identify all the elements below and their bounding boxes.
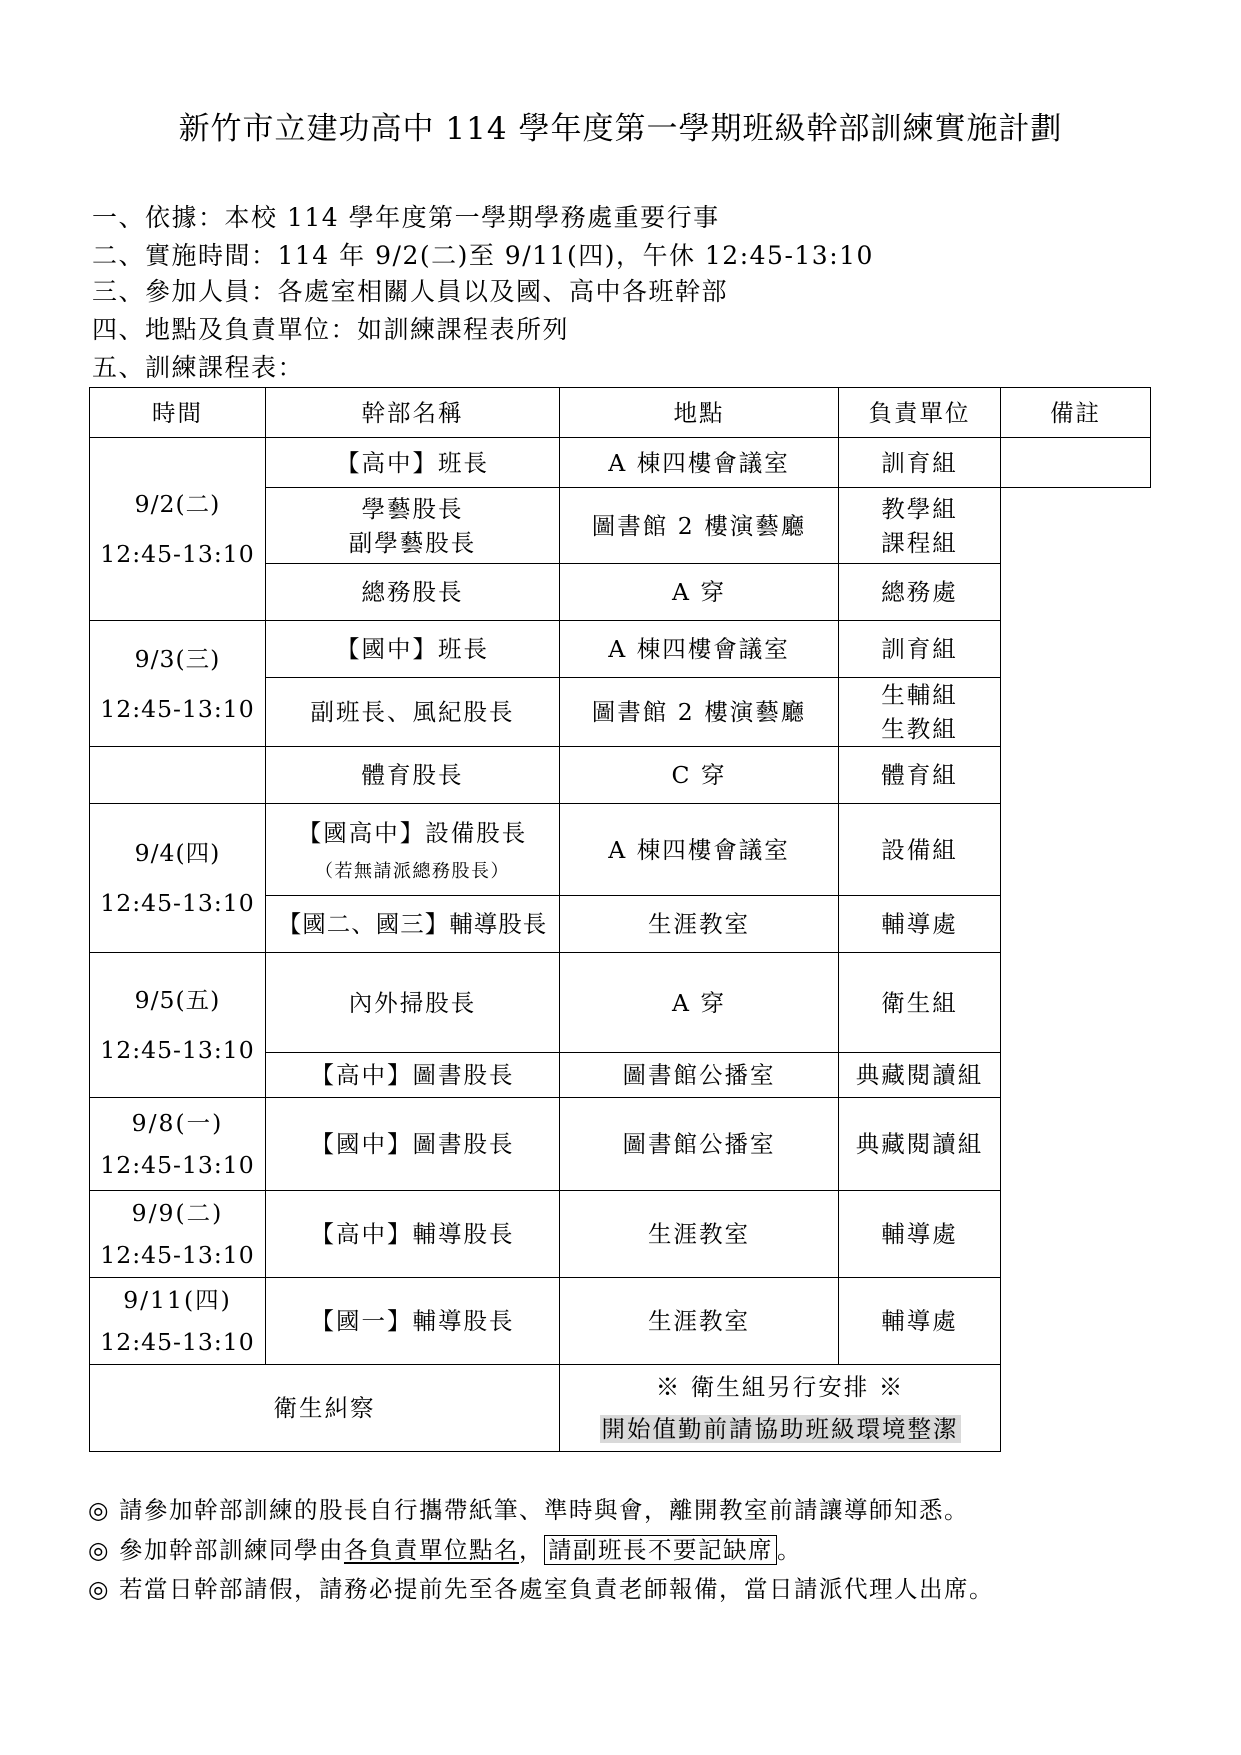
date-cell: [90, 953, 266, 1098]
item-participants: 三、參加人員：各處室相關人員以及國、高中各班幹部: [92, 277, 729, 306]
role-cell: 【高中】圖書股長: [266, 1053, 560, 1098]
date-cell: [90, 1191, 266, 1278]
date-label: 9/2(二): [134, 490, 221, 518]
header-place: 地點: [560, 388, 839, 438]
unit-cell: 衛生組: [839, 953, 1001, 1053]
time-label: 12:45-13:10: [100, 1328, 255, 1356]
date-label: 9/4(四): [134, 839, 221, 867]
place-cell: 生涯教室: [560, 1278, 839, 1365]
table-row: [90, 747, 1151, 804]
unit-cell: 輔導處: [839, 896, 1001, 953]
place-cell: A 穿: [560, 564, 839, 621]
table-row: [90, 804, 1151, 896]
date-label: 9/3(三): [134, 644, 221, 673]
place-cell: A 棟四樓會議室: [560, 621, 839, 678]
sanitation-note-line2: 開始值勤前請協助班級環境整潔: [601, 1415, 959, 1443]
date-label: 9/8(一): [131, 1109, 224, 1137]
note-roll-call: [88, 1531, 802, 1565]
table-row: [90, 1365, 1151, 1452]
date-cell: [90, 804, 266, 953]
unit-cell: 體育組: [839, 747, 1001, 804]
place-cell: 圖書館 2 樓演藝廳: [560, 488, 839, 564]
place-cell: 生涯教室: [560, 1191, 839, 1278]
date-cell: [90, 1278, 266, 1365]
note-roll-call-underlined: 各負責單位點名: [343, 1536, 519, 1564]
time-label: 12:45-13:10: [100, 1151, 255, 1179]
time-label: 12:45-13:10: [100, 1036, 255, 1064]
unit-cell: [839, 488, 1001, 564]
role-cell: [266, 488, 560, 564]
role-cell: 【高中】班長: [266, 438, 560, 488]
page-title: 新竹市立建功高中 114 學年度第一學期班級幹部訓練實施計劃: [178, 111, 1063, 147]
role-cell: 總務股長: [266, 564, 560, 621]
table-row: [90, 1098, 1151, 1191]
time-label: 12:45-13:10: [100, 540, 255, 568]
role-cell: 【國中】班長: [266, 621, 560, 678]
place-cell: 生涯教室: [560, 896, 839, 953]
role-cell: [266, 804, 560, 896]
place-cell: C 穿: [560, 747, 839, 804]
header-time: 時間: [90, 388, 266, 438]
note-roll-call-prefix: ◎ 參加幹部訓練同學由: [88, 1536, 344, 1564]
unit-cell: 訓育組: [839, 621, 1001, 678]
place-cell: A 棟四樓會議室: [560, 804, 839, 896]
item-location: 四、地點及負責單位：如訓練課程表所列: [92, 315, 570, 344]
note-roll-call-suffix: 。: [776, 1536, 802, 1564]
place-cell: 圖書館公播室: [560, 1098, 839, 1191]
unit-cell: [839, 678, 1001, 747]
table-row: [90, 1278, 1151, 1365]
header-role: 幹部名稱: [266, 388, 560, 438]
role-line: 【國高中】設備股長: [297, 818, 528, 847]
time-label: 12:45-13:10: [100, 889, 255, 917]
sanitation-note-line1: ※ 衛生組另行安排 ※: [655, 1373, 905, 1401]
remark-cell-top: [1001, 438, 1151, 488]
date-label: 9/5(五): [134, 986, 221, 1014]
table-row: [90, 1191, 1151, 1278]
date-cell-empty: [90, 747, 266, 804]
role-cell: 內外掃股長: [266, 953, 560, 1053]
role-cell: 【高中】輔導股長: [266, 1191, 560, 1278]
unit-cell: 輔導處: [839, 1278, 1001, 1365]
unit-cell: 輔導處: [839, 1191, 1001, 1278]
date-cell: [90, 621, 266, 747]
unit-line: 教學組: [881, 494, 958, 523]
role-cell: 體育股長: [266, 747, 560, 804]
role-note: （若無請派總務股長）: [315, 860, 510, 882]
note-bring-supplies: ◎ 請參加幹部訓練的股長自行攜帶紙筆、準時與會，離開教室前請讓導師知悉。: [88, 1496, 969, 1524]
table-row: [90, 621, 1151, 678]
place-cell: 圖書館公播室: [560, 1053, 839, 1098]
item-basis: 一、依據：本校 114 學年度第一學期學務處重要行事: [92, 203, 720, 232]
unit-cell: 總務處: [839, 564, 1001, 621]
role-line: 副學藝股長: [348, 528, 477, 557]
date-cell: [90, 438, 266, 621]
item-schedule: 二、實施時間：114 年 9/2(二)至 9/11(四)，午休 12:45-13:10: [92, 241, 874, 270]
training-schedule-table: [89, 387, 1151, 1452]
place-cell: 圖書館 2 樓演藝廳: [560, 678, 839, 747]
place-cell: A 穿: [560, 953, 839, 1053]
table-row: [90, 953, 1151, 1053]
date-cell: [90, 1098, 266, 1191]
note-roll-call-comma: ，: [518, 1536, 544, 1564]
place-cell: A 棟四樓會議室: [560, 438, 839, 488]
table-header-row: [90, 388, 1151, 438]
unit-line: 生輔組: [881, 681, 958, 709]
unit-line: 生教組: [881, 715, 958, 743]
unit-cell: 訓育組: [839, 438, 1001, 488]
unit-cell: 典藏閱讀組: [839, 1053, 1001, 1098]
time-label: 12:45-13:10: [100, 1241, 255, 1269]
role-cell: 【國中】圖書股長: [266, 1098, 560, 1191]
table-row: [90, 438, 1151, 488]
header-remark: 備註: [1001, 388, 1151, 438]
unit-cell: 典藏閱讀組: [839, 1098, 1001, 1191]
time-label: 12:45-13:10: [100, 694, 255, 723]
unit-line: 課程組: [881, 528, 958, 557]
date-label: 9/11(四): [123, 1286, 232, 1314]
sanitation-patrol-label: 衛生糾察: [90, 1365, 560, 1452]
item-course-table: 五、訓練課程表：: [92, 353, 305, 382]
unit-cell: 設備組: [839, 804, 1001, 896]
role-cell: 【國二、國三】輔導股長: [266, 896, 560, 953]
header-unit: 負責單位: [839, 388, 1001, 438]
sanitation-patrol-note: [560, 1365, 1001, 1452]
remark-cell: [1001, 488, 1151, 1452]
note-leave: ◎ 若當日幹部請假，請務必提前先至各處室負責老師報備，當日請派代理人出席。: [88, 1575, 994, 1603]
role-cell: 副班長、風紀股長: [266, 678, 560, 747]
role-line: 學藝股長: [361, 494, 464, 523]
role-cell: 【國一】輔導股長: [266, 1278, 560, 1365]
note-roll-call-boxed: 請副班長不要記缺席: [544, 1535, 777, 1565]
date-label: 9/9(二): [131, 1199, 224, 1227]
